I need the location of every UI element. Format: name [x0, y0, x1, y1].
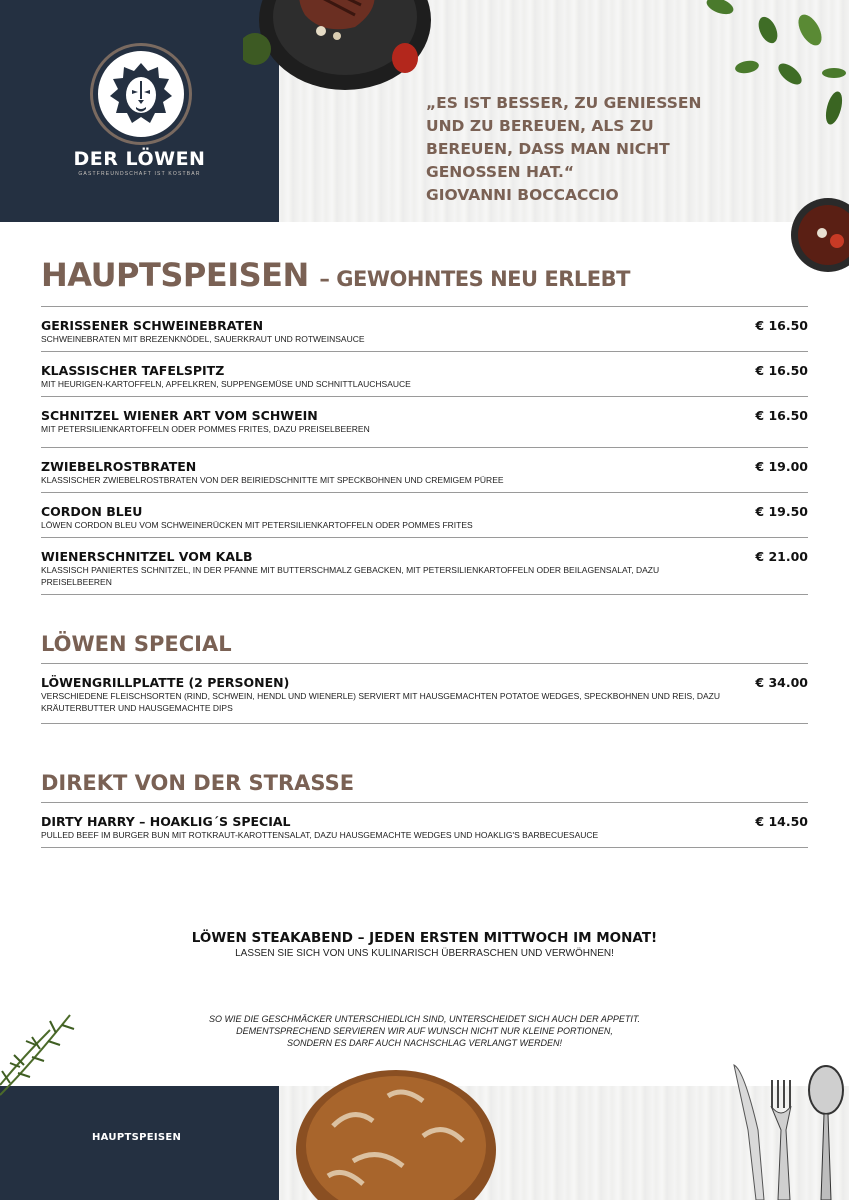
- item-price: € 34.00: [755, 675, 808, 690]
- item-price: € 16.50: [755, 363, 808, 378]
- divider: [41, 802, 808, 803]
- section-title-hauptspeisen: [41, 256, 630, 294]
- menu-item: [41, 504, 808, 531]
- divider: [41, 351, 808, 352]
- item-name: GERISSENER SCHWEINEBRATEN: [41, 318, 264, 333]
- divider: [41, 396, 808, 397]
- item-name: ZWIEBELROSTBRATEN: [41, 459, 197, 474]
- steak-pan-image: [243, 0, 448, 107]
- item-price: € 21.00: [755, 549, 808, 564]
- brand-name: DER LÖWEN: [73, 148, 206, 170]
- steak-night-title: LÖWEN STEAKABEND – JEDEN ERSTEN MITTWOCH IM MONAT!: [191, 930, 658, 946]
- logo-panel: [0, 0, 279, 222]
- divider: [41, 306, 808, 307]
- menu-item: [41, 675, 808, 714]
- item-description: SCHWEINEBRATEN MIT BREZENKNÖDEL, SAUERKRAUT UND ROTWEINSAUCE: [41, 334, 365, 344]
- item-name: CORDON BLEU: [41, 504, 143, 519]
- quote-line: UND ZU BEREUEN, ALS ZU: [426, 117, 654, 135]
- cutlery-icon: [728, 1060, 849, 1200]
- item-description: LÖWEN CORDON BLEU VOM SCHWEINERÜCKEN MIT PETERSILIENKARTOFFELN ODER POMMES FRITES: [41, 520, 473, 530]
- item-description: KLASSISCHER ZWIEBELROSTBRATEN VON DER BEIRIEDSCHNITTE MIT SPECKBOHNEN UND CREMIGEM PÜREE: [41, 475, 504, 485]
- menu-header: [0, 0, 849, 222]
- footnote-line: DEMENTSPRECHEND SERVIEREN WIR AUF WUNSCH NICHT NUR KLEINE PORTIONEN,: [236, 1026, 613, 1036]
- item-price: € 19.50: [755, 504, 808, 519]
- section-title-text: HAUPTSPEISEN: [41, 256, 309, 294]
- section-title-street: DIREKT VON DER STRASSE: [41, 771, 355, 795]
- divider: [41, 537, 808, 538]
- footer-panel: [0, 1086, 279, 1200]
- sauce-bowl-image: [790, 195, 849, 275]
- menu-item: [41, 459, 808, 486]
- divider: [41, 492, 808, 493]
- menu-item: [41, 408, 808, 435]
- item-description: MIT PETERSILIENKARTOFFELN ODER POMMES FRITES, DAZU PREISELBEEREN: [41, 424, 370, 434]
- section-subtitle: – GEWOHNTES NEU ERLEBT: [319, 267, 630, 291]
- brand-tagline: GASTFREUNDSCHAFT IST KOSTBAR: [78, 171, 201, 177]
- quote-author: GIOVANNI BOCCACCIO: [426, 186, 619, 204]
- quote-line: BEREUEN, DASS MAN NICHT: [426, 140, 670, 158]
- item-price: € 14.50: [755, 814, 808, 829]
- lion-logo-icon: [93, 46, 189, 142]
- item-name: LÖWENGRILLPLATTE (2 PERSONEN): [41, 675, 290, 690]
- item-name: SCHNITZEL WIENER ART VOM SCHWEIN: [41, 408, 318, 423]
- item-name: DIRTY HARRY – HOAKLIG´S SPECIAL: [41, 814, 291, 829]
- menu-item: [41, 363, 808, 390]
- rosemary-image: [0, 1005, 90, 1100]
- divider: [41, 663, 808, 664]
- quote-line: GENOSSEN HAT.“: [426, 163, 575, 181]
- item-price: € 19.00: [755, 459, 808, 474]
- divider: [41, 723, 808, 724]
- item-description: KLASSISCH PANIERTES SCHNITZEL, IN DER PFANNE MIT BUTTERSCHMALZ GEBACKEN, MIT PETERSILIENKARTOFFELN ODER BEILAGENSALAT, DAZU PREISELBEEREN: [41, 565, 660, 587]
- quote-line: „ES IST BESSER, ZU GENIESSEN: [426, 94, 702, 112]
- basil-leaves-image: [700, 0, 849, 140]
- section-title-special: LÖWEN SPECIAL: [41, 632, 232, 656]
- menu-item: [41, 814, 808, 841]
- divider: [41, 594, 808, 595]
- item-price: € 16.50: [755, 408, 808, 423]
- footnote-line: SO WIE DIE GESCHMÄCKER UNTERSCHIEDLICH SIND, UNTERSCHEIDET SICH AUCH DER APPETIT.: [208, 1014, 641, 1024]
- footnote-line: SONDERN ES DARF AUCH NACHSCHLAG VERLANGT WERDEN!: [286, 1038, 563, 1048]
- footer-label: HAUPTSPEISEN: [92, 1132, 182, 1143]
- item-description: VERSCHIEDENE FLEISCHSORTEN (RIND, SCHWEIN, HENDL UND WIENERLE) SERVIERT MIT HAUSGEMACHTEN POTATOE WEDGES, SPECKBOHNEN UND REIS, DAZU KRÄUTERBUTTER UND HAUSGEMACHTE DIPS: [41, 691, 720, 713]
- item-description: MIT HEURIGEN-KARTOFFELN, APFELKREN, SUPPENGEMÜSE UND SCHNITTLAUCHSAUCE: [41, 379, 411, 389]
- item-name: KLASSISCHER TAFELSPITZ: [41, 363, 225, 378]
- item-description: PULLED BEEF IM BURGER BUN MIT ROTKRAUT-KAROTTENSALAT, DAZU HAUSGEMACHTE WEDGES UND HOAKLIG'S BARBECUESAUCE: [41, 830, 599, 840]
- divider: [41, 447, 808, 448]
- item-price: € 16.50: [755, 318, 808, 333]
- divider: [41, 847, 808, 848]
- menu-item: [41, 318, 808, 345]
- menu-item: [41, 549, 808, 588]
- item-name: WIENERSCHNITZEL VOM KALB: [41, 549, 253, 564]
- bread-image: [293, 1066, 498, 1200]
- steak-night-subtitle: LASSEN SIE SICH VON UNS KULINARISCH ÜBERRASCHEN UND VERWÖHNEN!: [235, 948, 614, 959]
- quote-block: [426, 92, 726, 207]
